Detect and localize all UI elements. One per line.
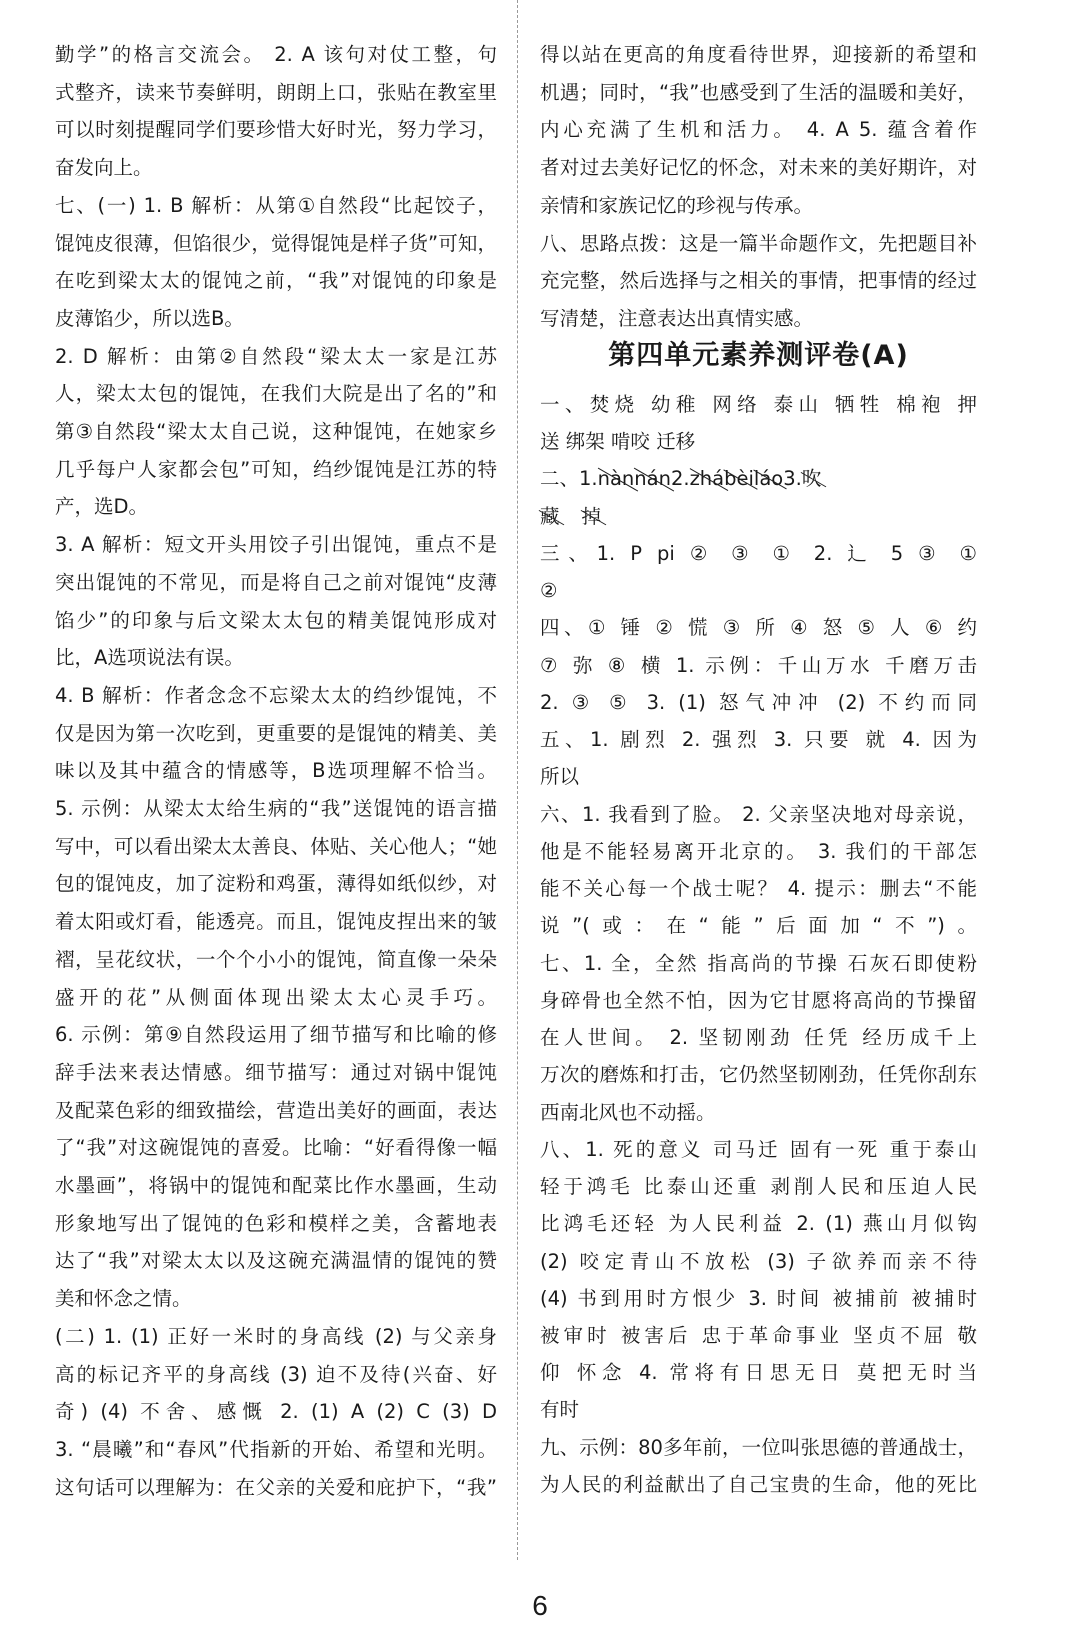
text-line: ⑦ 弥 ⑧ 横 1. 示例：千山万水 千磨万击 [540,653,977,677]
text-line: 奋发向上。 [55,156,153,180]
text-line: 产，选D。 [55,495,149,519]
text-line: 六、1. 我看到了脸。 2. 父亲坚决地对母亲说， [540,802,977,826]
text-line: 西南北风也不动摇。 [540,1100,716,1124]
text-line: 6. 示例：第⑨自然段运用了细节描写和比喻的修 [55,1023,497,1047]
text-line: 七、1. 全，全然 指高尚的节操 石灰石即使粉 [540,951,977,975]
text-line: 者对过去美好记忆的怀念，对未来的美好期许，对 [540,156,977,180]
text-line [540,502,977,532]
struck-answer: nán [634,464,671,494]
text-line: 八、思路点拨：这是一篇半命题作文，先把题目补 [540,231,977,255]
text-line: 式整齐，读来节奏鲜明，朗朗上口，张贴在教室里 [55,80,497,104]
answer-label: 3. [783,467,802,491]
text-line: 为人民的利益献出了自己宝贵的生命，他的死比 [540,1472,977,1496]
struck-answer: bèi [724,464,754,494]
text-line: 着太阳或灯看，能透亮。而且，馄饨皮捏出来的皱 [55,910,497,934]
text-line: 五、1. 剧烈 2. 强烈 3. 只要 就 4. 因为 [540,728,977,752]
struck-answer: 藏 [540,502,560,532]
text-line: ② [540,579,558,603]
text-line: 四、① 锤 ② 慌 ③ 所 ④ 怒 ⑤ 人 ⑥ 约 [540,616,977,640]
text-line: 勤学”的格言交流会。 2. A 该句对仗工整，句 [55,43,497,66]
text-line: 及配菜色彩的细致描绘，营造出美好的画面，表达 [55,1098,497,1122]
text-line: 馅少”的印象与后文梁太太包的精美馄饨形成对 [55,608,497,632]
struck-answer: nàn [598,464,635,494]
text-line: 所以 [540,765,580,789]
text-line: 突出馄饨的不常见，而是将自己之前对馄饨“皮薄 [55,570,497,594]
text-line: 在吃到梁太太的馄饨之前，“我”对馄饨的印象是 [55,269,497,293]
text-line: 九、示例：80多年前，一位叫张思德的普通战士， [540,1435,977,1459]
text-line: 可以时刻提醒同学们要珍惜大好时光，努力学习， [55,118,497,142]
text-line: 几乎每户人家都会包”可知，绉纱馄饨是江苏的特 [55,457,497,481]
text-line: 2. D 解析：由第②自然段“梁太太一家是江苏 [55,344,497,368]
struck-answer: 掉 [582,502,602,532]
answer-label: 二、1. [540,467,598,491]
text-line: 一、焚烧 幼稚 网络 泰山 牺牲 棉袍 押 [540,393,977,416]
text-line: 包的馄饨皮，加了淀粉和鸡蛋，薄得如纸似纱，对 [55,872,497,896]
text-line: 写清楚，注意表达出真情实感。 [540,306,814,330]
text-line: 奇) (4) 不舍、感慨 2. (1) A (2) C (3) D [55,1400,497,1424]
text-line: 比鸿毛还轻 为人民利益 2. (1) 燕山月似钩 [540,1212,977,1236]
text-line: 他是不能轻易离开北京的。 3. 我们的干部怎 [540,839,977,863]
text-line: 美和怀念之情。 [55,1287,192,1311]
text-line: 轻于鸿毛 比泰山还重 剥削人民和压迫人民 [540,1175,977,1199]
text-line: 馄饨皮很薄，但馅很少，觉得馄饨是样子货”可知， [55,231,497,255]
text-line: (4) 书到用时方恨少 3. 时间 被捕前 被捕时 [540,1286,977,1310]
text-line: 形象地写出了馄饨的色彩和模样之美，含蓄地表 [55,1211,497,1235]
text-line: (2) 咬定青山不放松 (3) 子欲养而亲不待 [540,1249,977,1273]
text-line: 2. ③ ⑤ 3. (1) 怒气冲冲 (2) 不约而同 [540,690,977,714]
text-line: 万次的磨炼和打击，它仍然坚韧刚劲，任凭你刮东 [540,1063,977,1087]
text-line: 人，梁太太包的馄饨，在我们大院是出了名的”和 [55,382,497,406]
text-line: 4. B 解析：作者念念不忘梁太太的绉纱馄饨，不 [55,683,497,707]
text-line: 3. A 解析：短文开头用饺子引出馄饨，重点不是 [55,533,497,557]
text-line: 得以站在更高的角度看待世界，迎接新的希望和 [540,43,977,66]
text-line: 高的标记齐平的身高线 (3) 迫不及待(兴奋、好 [55,1362,497,1386]
text-line: 八、1. 死的意义 司马迁 固有一死 重于泰山 [540,1137,977,1161]
text-line: 三、1. P pi ② ③ ① 2. 辶 5 ③ ① [540,541,977,565]
text-line: 达了“我”对梁太太以及这碗充满温情的馄饨的赞 [55,1249,497,1273]
text-line: 3. “晨曦”和“春风”代指新的开始、希望和光明。 [55,1437,497,1461]
column-divider [517,0,518,1560]
text-line: 亲情和家族记忆的珍视与传承。 [540,193,814,217]
text-line: 味以及其中蕴含的情感等，B选项理解不恰当。 [55,759,497,783]
text-line: 被审时 被害后 忠于革命事业 坚贞不屈 敬 [540,1324,977,1347]
text-line: 机遇；同时，“我”也感受到了生活的温暖和美好， [540,80,977,104]
struck-answer: zhá [690,464,725,494]
text-line: 皮薄馅少，所以选B。 [55,306,244,330]
text-line: 身碎骨也全然不怕，因为它甘愿将高尚的节操留 [540,988,977,1012]
text-line: 水墨画”，将锅中的馄饨和配菜比作水墨画，生动 [55,1174,497,1197]
text-line: 说”(或：在“能”后面加“不”)。 [540,914,977,938]
text-line: 充完整，然后选择与之相关的事情，把事情的经过 [540,269,977,293]
text-line [540,464,977,494]
text-line: 七、(一) 1. B 解析：从第①自然段“比起饺子， [55,193,497,217]
text-line: 第③自然段“梁太太自己说，这种馄饨，在她家乡 [55,420,497,443]
text-line: 这句话可以理解为：在父亲的关爱和庇护下，“我” [55,1475,497,1499]
text-line: 在人世间。 2. 坚韧刚劲 任凭 经历成千上 [540,1026,977,1050]
text-line: 仰 怀念 4. 常将有日思无日 莫把无时当 [540,1361,977,1385]
text-line: 内心充满了生机和活力。 4. A 5. 蕴含着作 [540,118,977,142]
section-title: 第四单元素养测评卷(A) [608,340,909,371]
answer-label: 2. [670,467,690,491]
text-line: 仅是因为第一次吃到，更重要的是馄饨的精美、美 [55,721,497,745]
text-line: 盛开的花”从侧面体现出梁太太心灵手巧。 [55,985,497,1009]
text-line: (二) 1. (1) 正好一米时的身高线 (2) 与父亲身 [55,1324,497,1348]
struck-answer: 吹 [802,464,822,494]
page-number: 6 [532,1590,548,1621]
text-line: 能不关心每一个战士呢？ 4. 提示：删去“不能 [540,877,977,901]
text-line: 辞手法来表达情感。细节描写：通过对锅中馄饨 [55,1060,497,1084]
struck-answer: láo [754,464,783,494]
text-line: 写中，可以看出梁太太善良、体贴、关心他人；“她 [55,834,497,858]
text-line: 褶，呈花纹状，一个个小小的馄饨，简直像一朵朵 [55,947,497,971]
text-line: 了“我”对这碗馄饨的喜爱。比喻：“好看得像一幅 [55,1136,497,1160]
text-line: 送 绑架 啃咬 迁移 [540,430,696,454]
text-line: 5. 示例：从梁太太给生病的“我”送馄饨的语言描 [55,797,497,820]
text-line: 有时 [540,1398,580,1422]
text-line: 比，A选项说法有误。 [55,646,244,670]
